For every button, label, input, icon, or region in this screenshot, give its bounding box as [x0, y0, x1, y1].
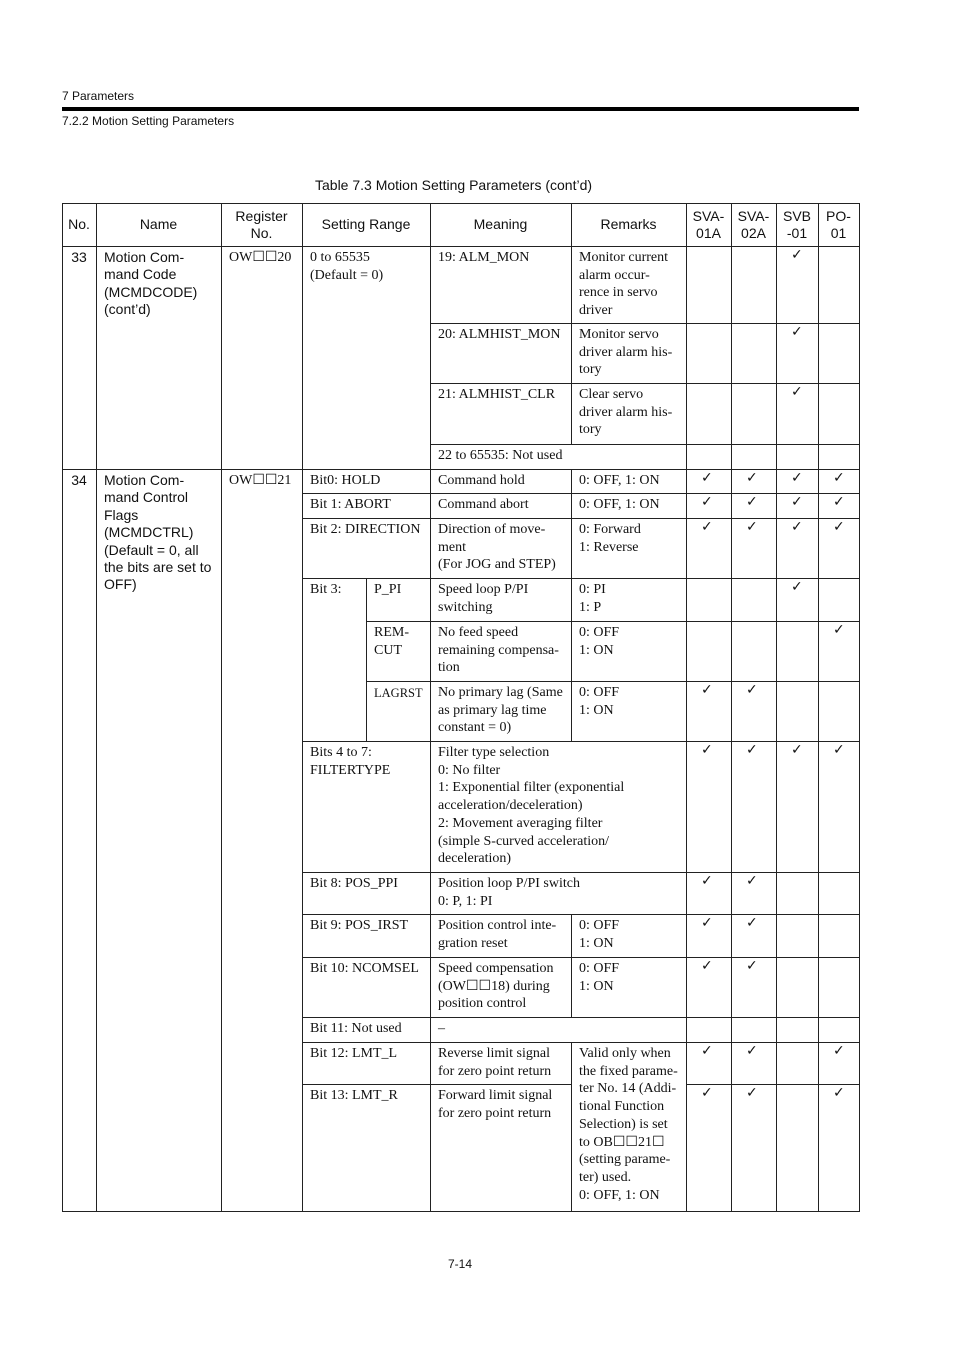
register-number: OW☐☐20 [229, 250, 292, 265]
page-number: 7-14 [447, 1257, 473, 1271]
meaning-cell: Position loop P/PI switch 0: P, 1: PI [438, 876, 580, 909]
column-rule [430, 203, 431, 1212]
check-mark: ✓ [833, 1085, 845, 1101]
col-meaning: Meaning [473, 216, 528, 232]
remarks-cell: 0: OFF 1: ON [579, 961, 620, 994]
row-rule [366, 681, 860, 682]
bit-setting: Bit 8: POS_PPI [310, 876, 398, 891]
param-name: Motion Com- mand Control Flags (MCMDCTRL) (Default = 0, all the bits are set to OFF) [104, 472, 212, 593]
meaning-cell: – [438, 1021, 445, 1036]
check-mark: ✓ [791, 384, 803, 400]
bit-setting: Bit 3: [310, 582, 342, 597]
bit-setting: Bits 4 to 7: FILTERTYPE [310, 745, 391, 778]
col-sva-01a: SVA- 01A [692, 207, 725, 241]
meaning-cell: 19: ALM_MON [438, 250, 530, 265]
column-rule [686, 203, 687, 1212]
remarks-cell: Monitor servo driver alarm his- tory [579, 327, 673, 378]
col-sva-02a: SVA- 02A [737, 207, 770, 241]
check-mark: ✓ [701, 873, 713, 889]
bit-subname: LAGRST [374, 686, 423, 700]
bit-setting: Bit 13: LMT_R [310, 1088, 398, 1103]
meaning-cell: 20: ALMHIST_MON [438, 327, 561, 342]
column-rule [571, 469, 572, 742]
bit-setting: Bit0: HOLD [310, 473, 381, 488]
remarks-cell: 0: PI 1: P [579, 582, 606, 615]
column-rule [302, 203, 303, 1212]
check-mark: ✓ [701, 742, 713, 758]
meaning-cell: No feed speed remaining compensa- tion [438, 625, 559, 676]
column-rule [818, 203, 819, 1212]
check-mark: ✓ [791, 742, 803, 758]
bit-setting: Bit 2: DIRECTION [310, 522, 421, 537]
check-mark: ✓ [701, 1085, 713, 1101]
meaning-cell: Reverse limit signal for zero point return [438, 1046, 552, 1079]
table-caption: Table 7.3 Motion Setting Parameters (cont’d) [315, 177, 593, 193]
meaning-cell: 21: ALMHIST_CLR [438, 387, 556, 402]
row-rule [62, 1211, 860, 1212]
remarks-cell [571, 445, 686, 470]
col-name: Name [139, 216, 178, 232]
check-mark: ✓ [701, 958, 713, 974]
check-mark: ✓ [746, 1043, 758, 1059]
bit-setting: Bit 1: ABORT [310, 497, 391, 512]
param-name: Motion Com- mand Code (MCMDCODE) (cont’d) [104, 249, 198, 318]
column-rule [571, 914, 572, 1018]
col-remarks: Remarks [600, 216, 657, 232]
check-mark: ✓ [791, 579, 803, 595]
remarks-cell: 0: OFF, 1: ON [579, 473, 660, 488]
row-rule [430, 323, 860, 324]
register-number: OW☐☐21 [229, 473, 292, 488]
remarks-cell: 0: OFF 1: ON [579, 918, 620, 951]
meaning-cell: Filter type selection 0: No filter 1: Exponential filter (exponential acceleration/deceleration) 2: Movement averaging filter (simple S-curved acceleration/ deceleration) [438, 745, 625, 867]
check-mark: ✓ [701, 494, 713, 510]
check-mark: ✓ [791, 494, 803, 510]
column-rule [731, 203, 732, 1212]
check-mark: ✓ [791, 324, 803, 340]
remarks-cell: Monitor current alarm occur- rence in servo driver [579, 250, 669, 319]
row-rule [366, 621, 860, 622]
column-rule [571, 1042, 572, 1212]
column-rule [366, 578, 367, 742]
meaning-cell: Position control inte- gration reset [438, 918, 557, 951]
setting-range: 0 to 65535 (Default = 0) [310, 250, 384, 283]
row-rule [686, 1084, 860, 1085]
column-rule [96, 203, 97, 1212]
column-rule [221, 203, 222, 1212]
col-register: Register No. [235, 207, 288, 241]
check-mark: ✓ [746, 519, 758, 535]
meaning-cell: No primary lag (Same as primary lag time constant = 0) [438, 685, 563, 736]
check-mark: ✓ [701, 519, 713, 535]
param-number: 34 [71, 472, 87, 488]
col-po-01: PO- 01 [826, 207, 851, 241]
check-mark: ✓ [701, 1043, 713, 1059]
check-mark: ✓ [833, 470, 845, 486]
check-mark: ✓ [746, 1085, 758, 1101]
meaning-cell: 22 to 65535: Not used [438, 448, 563, 463]
row-rule [430, 383, 860, 384]
column-rule [859, 203, 860, 1212]
bit-setting: Bit 10: NCOMSEL [310, 961, 419, 976]
check-mark: ✓ [833, 622, 845, 638]
meaning-cell: Speed compensation (OW☐☐18) during position control [438, 961, 554, 1012]
check-mark: ✓ [746, 470, 758, 486]
row-rule [430, 444, 860, 445]
bit-subname: P_PI [374, 582, 402, 597]
param-number: 33 [71, 249, 87, 265]
row-rule [62, 203, 860, 204]
limit-remarks: Valid only when the fixed parame- ter No. 14 (Addi- tional Function Selection) is set to OB☐☐21☐ (setting parame- ter) used. 0: OFF, 1: ON [579, 1046, 678, 1203]
check-mark: ✓ [833, 494, 845, 510]
column-rule [776, 203, 777, 1212]
header-rule [62, 107, 859, 111]
check-mark: ✓ [746, 958, 758, 974]
remarks-cell: 0: Forward 1: Reverse [579, 522, 641, 555]
check-mark: ✓ [791, 519, 803, 535]
check-mark: ✓ [701, 915, 713, 931]
check-mark: ✓ [746, 873, 758, 889]
row-rule [62, 469, 860, 470]
check-mark: ✓ [791, 247, 803, 263]
col-no: No. [68, 216, 90, 232]
column-rule [62, 203, 63, 1212]
col-svb-01: SVB -01 [782, 207, 811, 241]
remarks-cell: 0: OFF, 1: ON [579, 497, 660, 512]
section-header: 7.2.2 Motion Setting Parameters [62, 114, 235, 128]
bit-subname: REM- CUT [374, 625, 409, 658]
meaning-cell: Forward limit signal for zero point return [438, 1088, 553, 1121]
check-mark: ✓ [833, 742, 845, 758]
check-mark: ✓ [746, 915, 758, 931]
meaning-cell: Command hold [438, 473, 525, 488]
column-rule [571, 203, 572, 445]
chapter-header: 7 Parameters [62, 89, 135, 103]
check-mark: ✓ [791, 470, 803, 486]
check-mark: ✓ [833, 1043, 845, 1059]
check-mark: ✓ [746, 742, 758, 758]
row-rule [302, 1084, 572, 1085]
row-rule [62, 246, 860, 247]
bit-setting: Bit 12: LMT_L [310, 1046, 398, 1061]
check-mark: ✓ [701, 470, 713, 486]
remarks-cell: 0: OFF 1: ON [579, 685, 620, 718]
meaning-cell: Command abort [438, 497, 529, 512]
bit-setting: Bit 11: Not used [310, 1021, 402, 1036]
meaning-cell: Speed loop P/PI switching [438, 582, 529, 615]
col-setting-range: Setting Range [321, 216, 411, 232]
remarks-cell: Clear servo driver alarm his- tory [579, 387, 673, 438]
check-mark: ✓ [701, 682, 713, 698]
check-mark: ✓ [833, 519, 845, 535]
bit-setting: Bit 9: POS_IRST [310, 918, 409, 933]
check-mark: ✓ [746, 494, 758, 510]
check-mark: ✓ [746, 682, 758, 698]
remarks-cell: 0: OFF 1: ON [579, 625, 620, 658]
meaning-cell: Direction of move- ment (For JOG and STEP) [438, 522, 556, 573]
